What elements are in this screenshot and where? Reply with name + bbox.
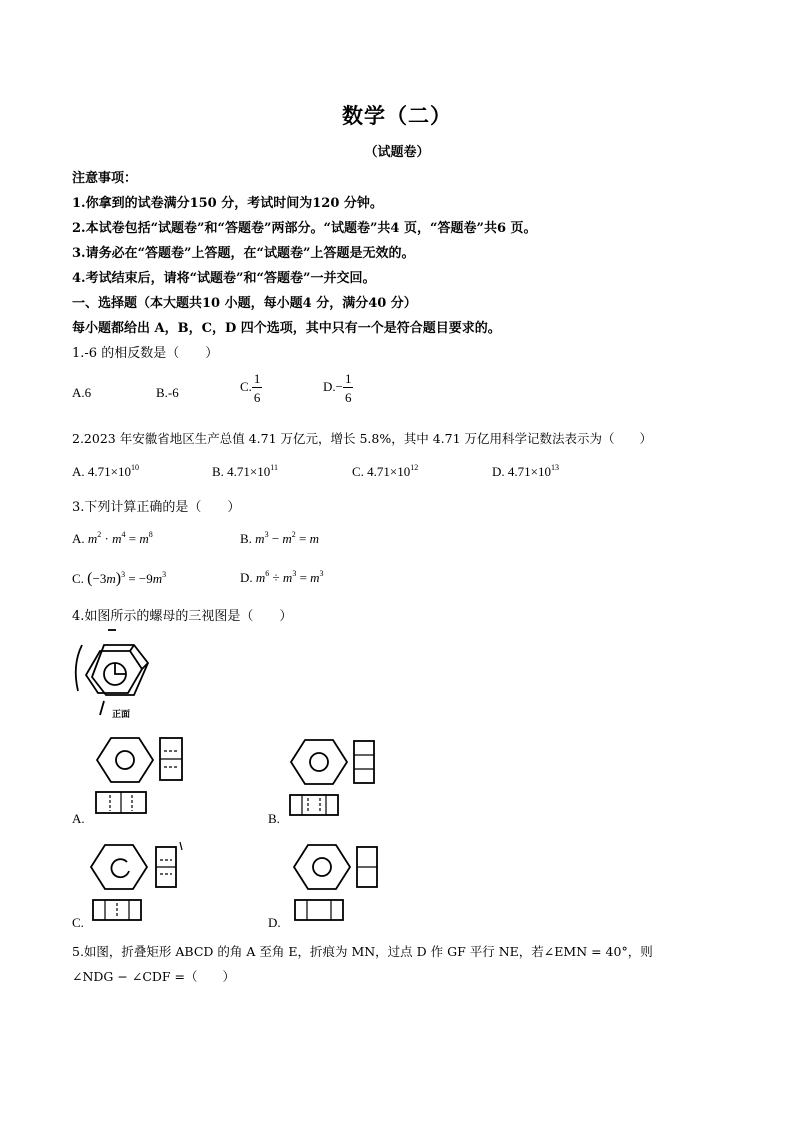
fraction: $\frac{1}{6}$: [253, 371, 261, 405]
page-title: 数学（二）: [342, 103, 452, 128]
question-5-line-2: ∠NDG − ∠CDF =（ ）: [72, 969, 236, 984]
question-1-stem: 1.-6 的相反数是（ ）: [72, 346, 219, 361]
section-heading: 一、选择题（本大题共10 小题，每小题4 分，满分40 分）: [72, 296, 417, 311]
question-3-stem: 3.下列计算正确的是（ ）: [72, 500, 241, 515]
fraction: $\frac{1}{6}$: [344, 371, 352, 405]
question-4-option-a: A.: [72, 811, 85, 826]
question-5-line-1: 5.如图，折叠矩形 ABCD 的角 A 至角 E，折痕为 MN，过点 D 作 GF 平行 NE，若∠EMN = 40°，则: [72, 944, 653, 959]
option-c-prefix: C.: [240, 378, 252, 394]
option-d-prefix: D.−: [323, 378, 343, 394]
question-1-option-d: [323, 372, 353, 404]
question-1-option-a: A.6: [72, 385, 92, 400]
question-1-option-b: B.-6: [156, 385, 179, 400]
note-item-1: 1.你拿到的试卷满分150 分，考试时间为120 分钟。: [72, 196, 383, 211]
option-d-views: [293, 842, 403, 922]
option-b-views: [288, 737, 398, 817]
question-3-option-d: D. $m^6 \div m^3 = m^3$: [240, 569, 324, 585]
option-c-views: [90, 842, 200, 922]
section-instruction: 每小题都给出 A，B，C，D 四个选项，其中只有一个是符合题目要求的。: [72, 321, 501, 336]
question-2-option-b: B. $4.71\times 10^{11}$: [212, 463, 278, 479]
question-4-stem: 4.如图所示的螺母的三视图是（ ）: [72, 609, 293, 624]
page-subtitle: （试题卷）: [364, 145, 430, 160]
question-4-option-c: C.: [72, 915, 84, 930]
question-1-option-c: [240, 372, 262, 404]
option-a-views: [94, 735, 204, 815]
notes-heading: 注意事项：: [72, 171, 138, 186]
question-3-option-c: C. $(-3m)^3 = -9m^3$: [72, 570, 167, 587]
question-2-option-c: C. $4.71\times 10^{12}$: [352, 463, 419, 479]
note-item-2: 2.本试卷包括“试题卷”和“答题卷”两部分。“试题卷”共4 页，“答题卷”共6 页。: [72, 221, 537, 236]
question-3-option-a: A. $m^2 \cdot m^4 = m^8$: [72, 530, 153, 546]
question-3-option-b: B. $m^3 - m^2 = m$: [240, 530, 320, 546]
front-label: 正面: [112, 710, 131, 720]
question-2-option-d: D. $4.71\times 10^{13}$: [492, 463, 559, 479]
question-2-option-a: A. $4.71\times 10^{10}$: [72, 463, 139, 479]
question-2-stem: 2.2023 年安徽省地区生产总值 4.71 万亿元，增长 5.8%，其中 4.71 万亿用科学记数法表示为（ ）: [72, 431, 653, 446]
note-item-4: 4.考试结束后，请将“试题卷”和“答题卷”一并交回。: [72, 271, 376, 286]
question-4-option-b: B.: [268, 811, 280, 826]
note-item-3: 3.请务必在“答题卷”上答题，在“试题卷”上答题是无效的。: [72, 246, 415, 261]
question-4-option-d: D.: [268, 915, 281, 930]
